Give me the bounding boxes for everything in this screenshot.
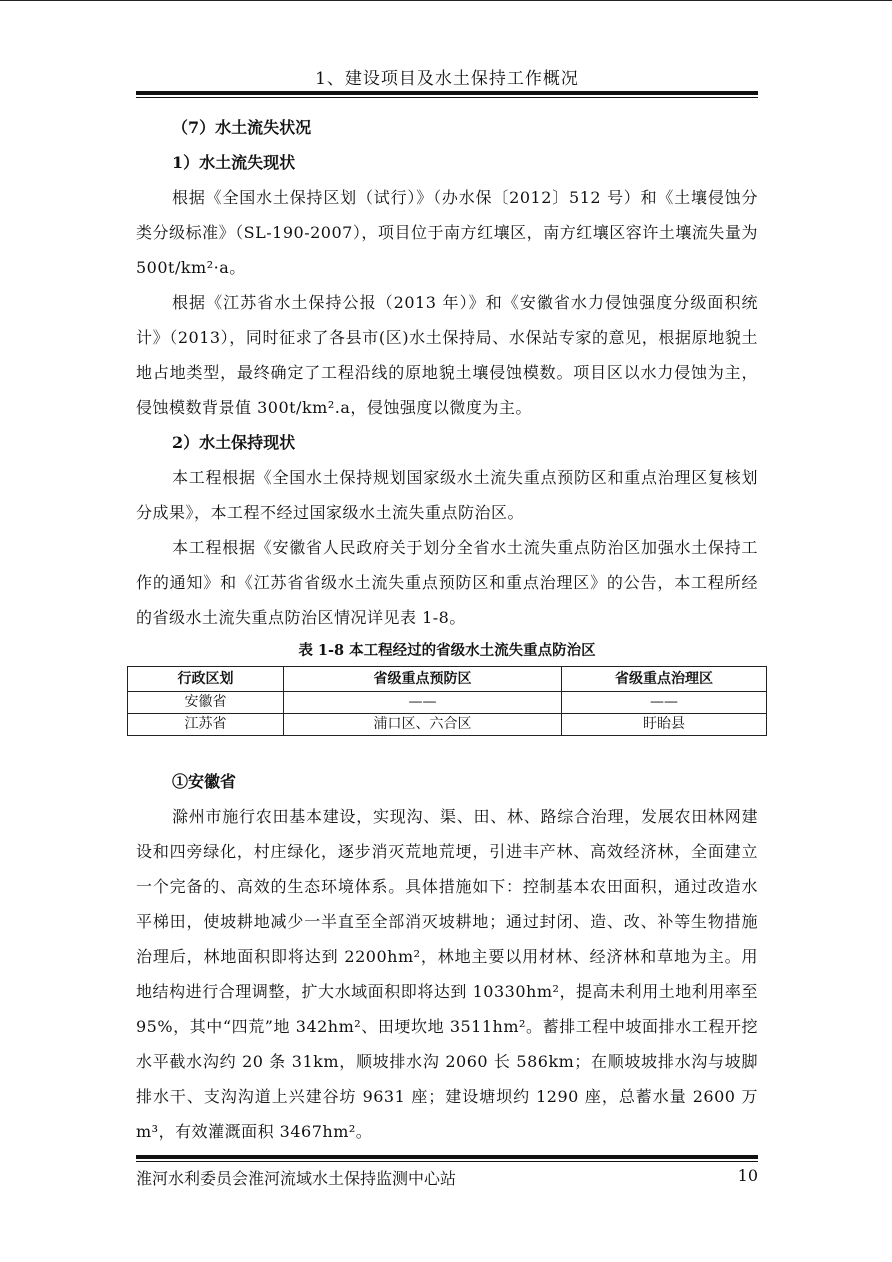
column-header: 省级重点治理区 — [562, 667, 767, 692]
table-cell: 盱眙县 — [562, 714, 767, 736]
footer-rule-thick — [136, 1155, 758, 1159]
footer-rule-thin — [136, 1161, 758, 1162]
table-cell: —— — [562, 692, 767, 714]
header-rule-thin — [136, 97, 758, 98]
page-top-border — [0, 0, 892, 1]
table-row — [128, 714, 767, 736]
page-number: 10 — [737, 1166, 758, 1185]
subsection-title-anhui: ①安徽省 — [172, 772, 237, 791]
column-header: 行政区划 — [128, 667, 284, 692]
paragraph: 滁州市施行农田基本建设，实现沟、渠、田、林、路综合治理，发展农田林网建设和四旁绿化，村庄绿化，逐步消灭荒地荒埂，引进丰产林、高效经济林，全面建立一个完备的、高效的生态环境体系。具体措施如下：控制基本农田面积，通过改造水平梯田，使坡耕地减少一半直至全部消灭坡耕地；通过封闭、造、改、补等生物措施治理后，林地面积即将达到 2200hm²，林地主要以用材林、经济林和草地为主。用地结构进行合理调整，扩大水域面积即将达到 10330hm²，提高未利用土地利用率至 95%，其中“四荒”地 342hm²、田埂坎地 3511hm²。蓄排工程中坡面排水工程开挖水平截水沟约 20 条 31km，顺坡排水沟 2060 长 586km；在顺坡坡排水沟与坡脚排水干、支沟沟道上兴建谷坊 9631 座；建设塘坝约 1290 座，总蓄水量 2600 万 m³，有效灌溉面积 3467hm²。 — [136, 807, 758, 1141]
subsection-title-current-status: 1）水土流失现状 — [172, 153, 296, 172]
header-rule-thick — [136, 91, 758, 95]
running-header: 1、建设项目及水土保持工作概况 — [315, 69, 579, 89]
table-cell: 安徽省 — [128, 692, 284, 714]
paragraph: 本工程根据《全国水土保持规划国家级水土流失重点预防区和重点治理区复核划分成果》，本工程不经过国家级水土流失重点防治区。 — [136, 468, 758, 522]
table-caption: 表 1-8 本工程经过的省级水土流失重点防治区 — [298, 642, 596, 659]
footer-organization: 淮河水利委员会淮河流域水土保持监测中心站 — [136, 1169, 457, 1188]
section-title: （7）水土流失状况 — [172, 118, 312, 137]
subsection-title-conservation-status: 2）水土保持现状 — [172, 433, 296, 452]
table-header-row — [128, 667, 767, 692]
table-row — [128, 692, 767, 714]
prevention-zone-table — [127, 666, 767, 736]
table-cell: —— — [284, 692, 562, 714]
table-cell: 浦口区、六合区 — [284, 714, 562, 736]
paragraph: 根据《江苏省水土保持公报（2013 年）》和《安徽省水力侵蚀强度分级面积统计》（2013），同时征求了各县市(区)水土保持局、水保站专家的意见，根据原地貌土地占地类型，最终确定了工程沿线的原地貌土壤侵蚀模数。项目区以水力侵蚀为主，侵蚀模数背景值 300t/km².a，侵蚀强度以微度为主。 — [136, 293, 758, 417]
column-header: 省级重点预防区 — [284, 667, 562, 692]
table-cell: 江苏省 — [128, 714, 284, 736]
paragraph: 本工程根据《安徽省人民政府关于划分全省水土流失重点防治区加强水土保持工作的通知》和《江苏省省级水土流失重点预防区和重点治理区》的公告，本工程所经的省级水土流失重点防治区情况详见表 1-8。 — [136, 538, 758, 627]
page-body — [136, 110, 758, 1149]
paragraph: 根据《全国水土保持区划（试行）》（办水保〔2012〕512 号）和《土壤侵蚀分类分级标准》（SL-190-2007），项目位于南方红壤区，南方红壤区容许土壤流失量为 500t/km²·a。 — [136, 188, 758, 277]
